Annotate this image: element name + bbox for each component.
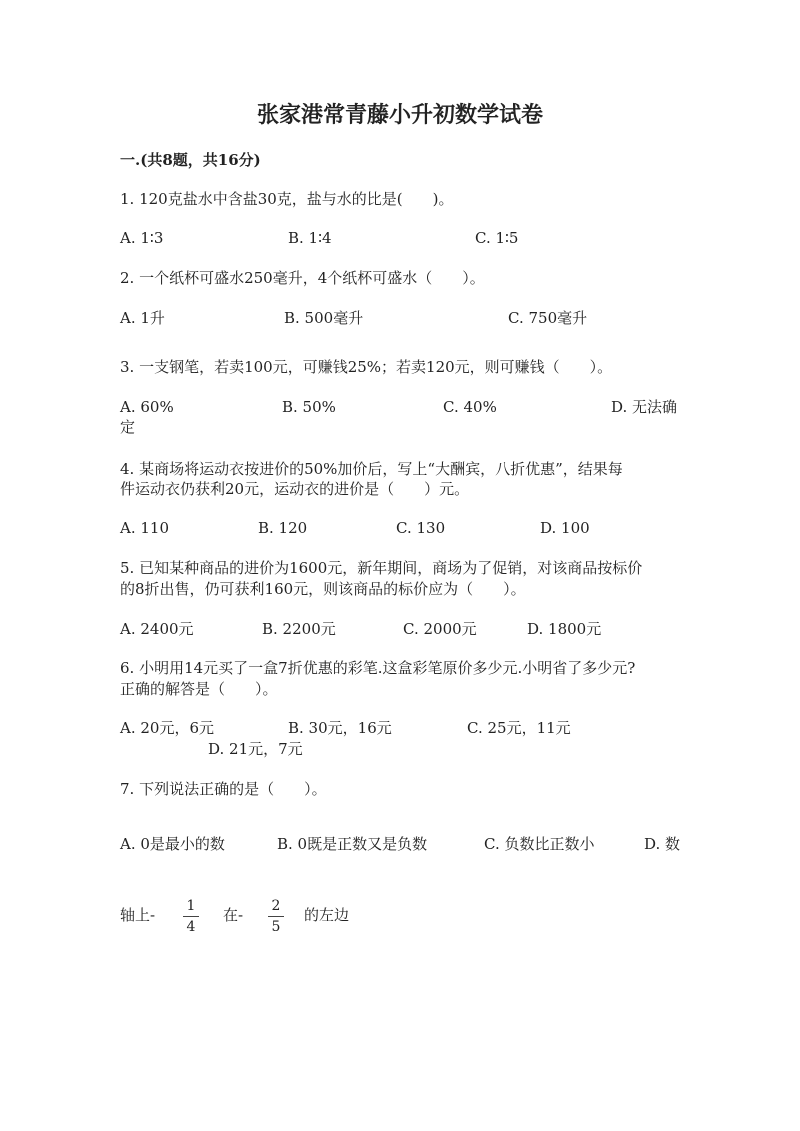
fraction-two-fifths	[268, 898, 284, 935]
fraction-bar	[268, 916, 284, 917]
question-5-stem-line-1: 5. 已知某种商品的进价为1600元，新年期间，商场为了促销，对该商品按标价	[120, 559, 643, 577]
question-5-option-a: A. 2400元	[120, 620, 194, 638]
question-3-option-c: C. 40%	[443, 398, 497, 416]
question-2-option-c: C. 750毫升	[508, 309, 588, 327]
question-7-option-d: D. 数	[644, 835, 681, 853]
question-5-option-c: C. 2000元	[403, 620, 477, 638]
question-7-option-b: B. 0既是正数又是负数	[277, 835, 428, 853]
fraction-denominator: 4	[186, 919, 196, 935]
question-7-option-a: A. 0是最小的数	[120, 835, 225, 853]
question-1-stem: 1. 120克盐水中含盐30克，盐与水的比是( )。	[120, 190, 454, 208]
question-6-option-b: B. 30元，16元	[288, 719, 392, 737]
question-7-stem: 7. 下列说法正确的是（ ）。	[120, 780, 327, 798]
question-1-option-b: B. 1∶4	[288, 229, 332, 247]
question-6-stem-line-2: 正确的解答是（ ）。	[120, 680, 278, 698]
question-3-option-d-wrap: 定	[120, 418, 136, 436]
fraction-one-quarter	[183, 898, 199, 935]
question-6-stem-line-1: 6. 小明用14元买了一盒7折优惠的彩笔.这盒彩笔原价多少元.小明省了多少元?	[120, 659, 636, 677]
question-4-stem-line-2: 件运动衣仍获利20元，运动衣的进价是（ ）元。	[120, 480, 470, 498]
fraction-denominator: 5	[271, 919, 281, 935]
question-2-option-b: B. 500毫升	[284, 309, 364, 327]
question-6-option-a: A. 20元，6元	[120, 719, 214, 737]
question-5-stem-line-2: 的8折出售，仍可获利160元，则该商品的标价应为（ ）。	[120, 580, 526, 598]
question-4-option-b: B. 120	[258, 519, 308, 537]
question-4-stem-line-1: 4. 某商场将运动衣按进价的50%加价后，写上“大酬宾，八折优惠”，结果每	[120, 460, 623, 478]
fraction-numerator: 1	[186, 898, 196, 914]
question-1-option-c: C. 1∶5	[475, 229, 519, 247]
fraction-numerator: 2	[271, 898, 281, 914]
question-5-option-d: D. 1800元	[527, 620, 602, 638]
question-5-option-b: B. 2200元	[262, 620, 336, 638]
question-7-option-d-suffix: 的左边	[304, 906, 350, 924]
fraction-bar	[183, 916, 199, 917]
question-4-option-c: C. 130	[396, 519, 446, 537]
section-heading: 一.(共8题，共16分)	[120, 151, 261, 169]
question-6-option-c: C. 25元，11元	[467, 719, 571, 737]
question-2-option-a: A. 1升	[120, 309, 165, 327]
question-3-option-a: A. 60%	[120, 398, 174, 416]
question-4-option-d: D. 100	[540, 519, 590, 537]
question-7-option-c: C. 负数比正数小	[484, 835, 595, 853]
question-3-option-d: D. 无法确	[611, 398, 678, 416]
question-6-option-d: D. 21元，7元	[208, 740, 303, 758]
question-7-option-d-middle: 在-	[223, 906, 244, 924]
question-2-stem: 2. 一个纸杯可盛水250毫升，4个纸杯可盛水（ ）。	[120, 269, 485, 287]
question-7-option-d-prefix: 轴上-	[120, 906, 156, 924]
question-1-option-a: A. 1∶3	[120, 229, 164, 247]
question-3-stem: 3. 一支钢笔，若卖100元，可赚钱25%；若卖120元，则可赚钱（ ）。	[120, 358, 613, 376]
question-3-option-b: B. 50%	[282, 398, 336, 416]
question-4-option-a: A. 110	[120, 519, 169, 537]
page-title: 张家港常青藤小升初数学试卷	[256, 102, 543, 128]
